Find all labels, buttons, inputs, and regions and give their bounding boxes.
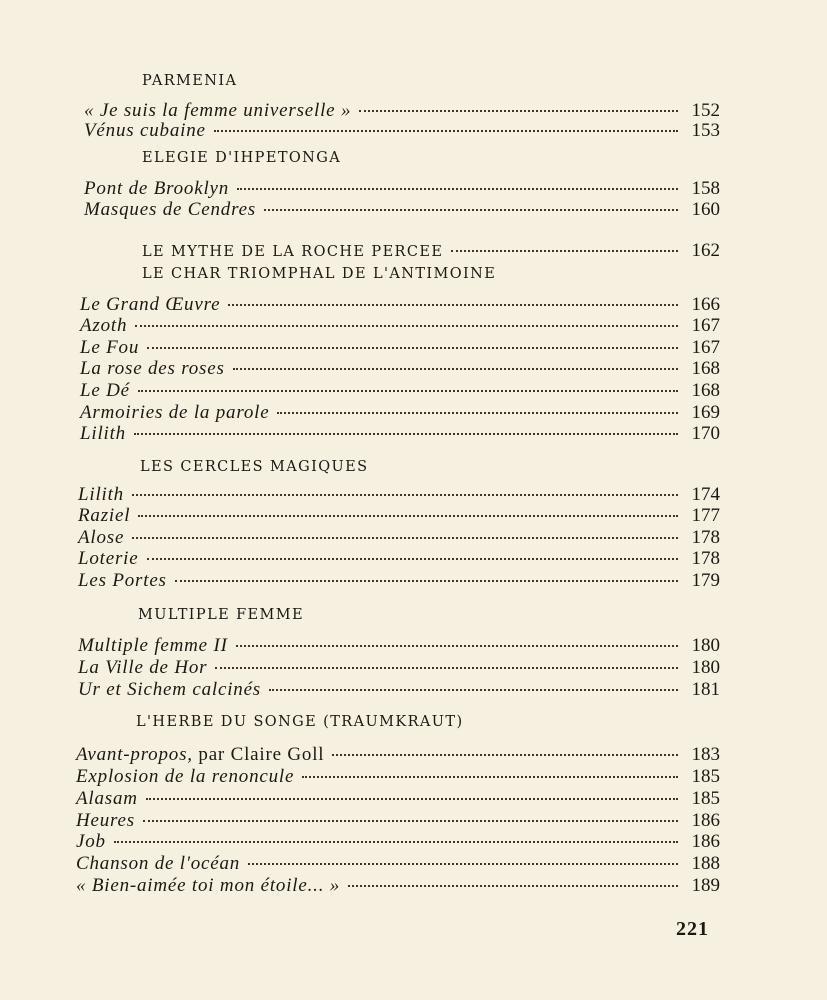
entry-title: Alose	[78, 527, 125, 548]
dot-leader	[175, 580, 678, 582]
toc-entry	[80, 402, 720, 424]
entry-page: 168	[691, 358, 720, 379]
toc-entry	[76, 766, 720, 788]
toc-entry	[78, 527, 720, 549]
dot-leader	[233, 368, 678, 370]
entry-title: Job	[76, 831, 106, 852]
entry-title: « Bien-aimée toi mon étoile... »	[76, 875, 341, 896]
toc-entry	[78, 570, 720, 592]
dot-leader	[248, 863, 678, 865]
toc-entry	[76, 810, 720, 832]
entry-page: 152	[691, 100, 720, 121]
dot-leader	[264, 209, 678, 211]
section-heading-elegie: ELEGIE D'IHPETONGA	[142, 150, 342, 166]
toc-entry	[78, 484, 720, 506]
entry-title: Vénus cubaine	[84, 120, 206, 141]
entry-title-italic: Avant-propos,	[76, 744, 193, 765]
toc-entry	[76, 831, 720, 853]
dot-leader	[302, 776, 678, 778]
toc-entry-heading	[142, 240, 720, 262]
entry-title: Pont de Brooklyn	[84, 178, 230, 199]
dot-leader	[332, 754, 678, 756]
entry-page: 174	[691, 484, 720, 505]
toc-entry	[76, 875, 720, 897]
entry-page: 186	[691, 810, 720, 831]
entry-title: Explosion de la renoncule	[76, 766, 295, 787]
toc-entry	[76, 853, 720, 875]
section-heading-multiple-femme: MULTIPLE FEMME	[138, 607, 305, 623]
dot-leader	[228, 304, 678, 306]
entry-title: Raziel	[78, 505, 131, 526]
toc-entry	[78, 548, 720, 570]
entry-title: Multiple femme II	[78, 635, 228, 656]
entry-page: 181	[691, 679, 720, 700]
entry-page: 160	[691, 199, 720, 220]
entry-title	[76, 744, 324, 766]
dot-leader	[135, 325, 678, 327]
dot-leader	[348, 885, 678, 887]
toc-entry	[80, 337, 720, 359]
entry-title: Le Dé	[80, 380, 130, 401]
entry-page: 177	[691, 505, 720, 526]
dot-leader	[134, 433, 678, 435]
entry-page: 168	[691, 380, 720, 401]
entry-title: Lilith	[78, 484, 124, 505]
dot-leader	[215, 667, 678, 669]
toc-entry	[84, 199, 720, 221]
entry-page: 178	[691, 548, 720, 569]
entry-title: Le Fou	[80, 337, 140, 358]
page-number: 221	[676, 918, 709, 940]
dot-leader	[236, 645, 678, 647]
entry-page: 162	[691, 240, 720, 261]
entry-page: 169	[691, 402, 720, 423]
toc-entry	[80, 315, 720, 337]
section-heading-char-triomphal: LE CHAR TRIOMPHAL DE L'ANTIMOINE	[142, 266, 497, 282]
dot-leader	[147, 347, 678, 349]
entry-title: Chanson de l'océan	[76, 853, 241, 874]
dot-leader	[146, 798, 678, 800]
entry-title-author: par Claire Goll	[192, 744, 325, 765]
toc-entry	[80, 380, 720, 402]
toc-entry	[84, 100, 720, 122]
toc-entry	[78, 635, 720, 657]
entry-page: 178	[691, 527, 720, 548]
entry-title: Loterie	[78, 548, 139, 569]
entry-title: La Ville de Hor	[78, 657, 208, 678]
entry-title: Lilith	[80, 423, 126, 444]
entry-title: Ur et Sichem calcinés	[78, 679, 261, 700]
section-heading-mythe: LE MYTHE DE LA ROCHE PERCEE	[142, 244, 444, 260]
dot-leader	[132, 494, 678, 496]
toc-entry	[76, 788, 720, 810]
entry-page: 180	[691, 635, 720, 656]
entry-page: 180	[691, 657, 720, 678]
dot-leader	[451, 250, 678, 252]
entry-page: 189	[691, 875, 720, 896]
dot-leader	[237, 188, 678, 190]
toc-entry	[80, 358, 720, 380]
dot-leader	[114, 841, 678, 843]
entry-page: 185	[691, 766, 720, 787]
dot-leader	[214, 130, 678, 132]
entry-page: 167	[691, 337, 720, 358]
entry-title: Le Grand Œuvre	[80, 294, 221, 315]
entry-title: « Je suis la femme universelle »	[84, 100, 352, 121]
toc-entry	[78, 657, 720, 679]
dot-leader	[147, 558, 679, 560]
toc-entry	[80, 423, 720, 445]
entry-page: 188	[691, 853, 720, 874]
entry-title: Heures	[76, 810, 135, 831]
toc-entry	[84, 120, 720, 142]
entry-page: 158	[691, 178, 720, 199]
entry-page: 170	[691, 423, 720, 444]
dot-leader	[359, 110, 678, 112]
dot-leader	[138, 515, 678, 517]
dot-leader	[269, 689, 678, 691]
toc-entry	[80, 294, 720, 316]
entry-title: Armoiries de la parole	[80, 402, 270, 423]
dot-leader	[132, 537, 678, 539]
dot-leader	[143, 820, 678, 822]
section-heading-herbe-du-songe: L'HERBE DU SONGE (TRAUMKRAUT)	[136, 714, 464, 730]
entry-page: 179	[691, 570, 720, 591]
entry-title: Azoth	[80, 315, 128, 336]
toc-entry	[78, 505, 720, 527]
toc-entry	[78, 679, 720, 701]
entry-page: 167	[691, 315, 720, 336]
entry-page: 185	[691, 788, 720, 809]
entry-page: 153	[691, 120, 720, 141]
dot-leader	[277, 412, 678, 414]
toc-entry	[76, 744, 720, 766]
entry-title: Masques de Cendres	[84, 199, 257, 220]
dot-leader	[138, 390, 678, 392]
entry-title: Alasam	[76, 788, 138, 809]
section-heading-parmenia: PARMENIA	[142, 73, 238, 89]
toc-entry	[84, 178, 720, 200]
entry-page: 183	[691, 744, 720, 765]
section-heading-cercles-magiques: LES CERCLES MAGIQUES	[140, 459, 369, 475]
entry-title: La rose des roses	[80, 358, 225, 379]
entry-page: 166	[691, 294, 720, 315]
entry-title: Les Portes	[78, 570, 167, 591]
entry-page: 186	[691, 831, 720, 852]
